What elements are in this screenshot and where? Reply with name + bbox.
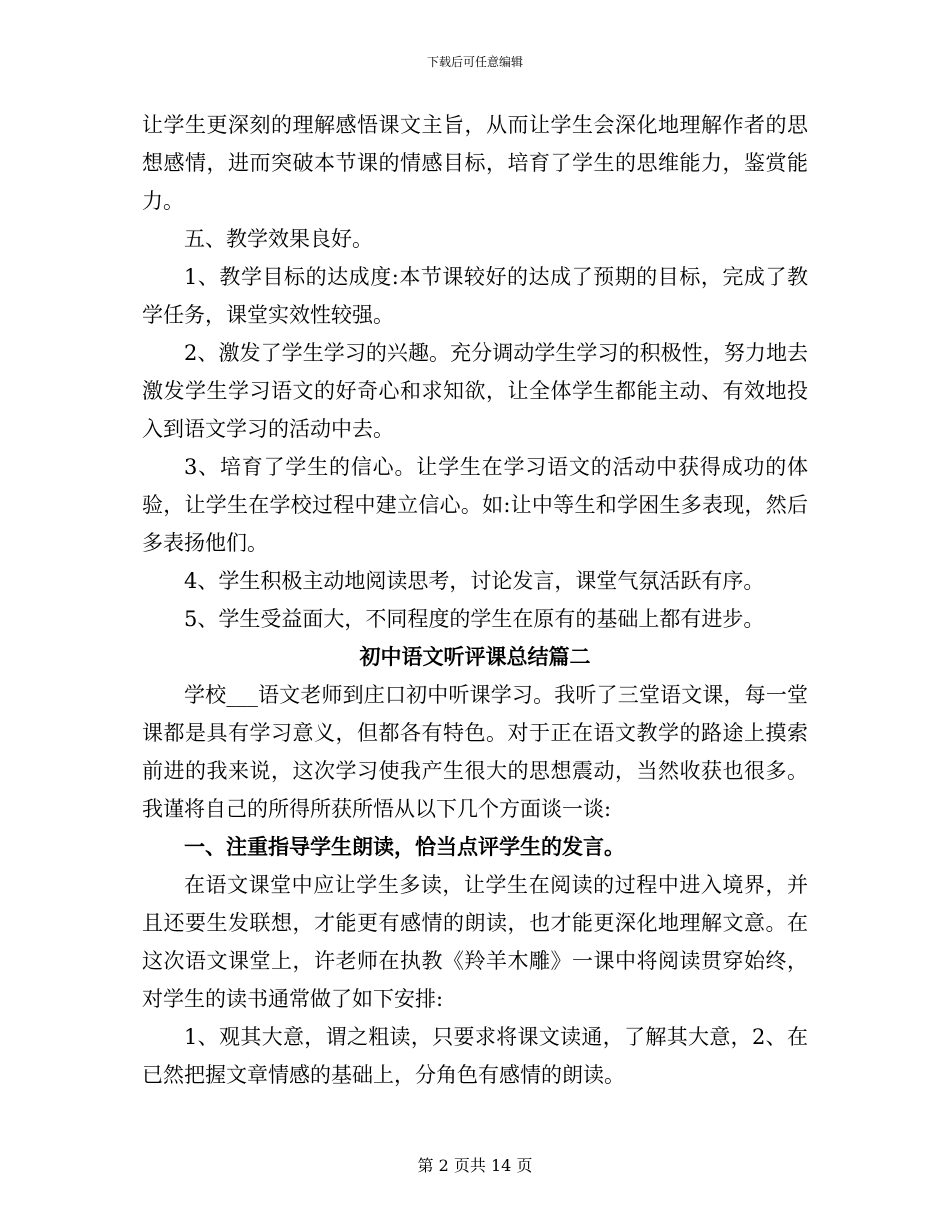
paragraph-section-five: 五、教学效果良好。 — [184, 227, 373, 251]
paragraph-item-4: 4、学生积极主动地阅读思考，讨论发言，课堂气氛活跃有序。 — [184, 569, 765, 593]
page-number: 第 2 页共 14 页 — [417, 1156, 533, 1175]
paragraph-continued: 让学生更深刻的理解感悟课文主旨，从而让学生会深化地理解作者的思想感情，进而突破本节课的情感目标，培育了学生的思维能力，鉴赏能力。 — [142, 113, 808, 213]
subheading-reading: 一、注重指导学生朗读，恰当点评学生的发言。 — [184, 834, 625, 859]
paragraph-item-5: 5、学生受益面大，不同程度的学生在原有的基础上都有进步。 — [184, 607, 765, 631]
paragraph-item-3: 3、培育了学生的信心。让学生在学习语文的活动中获得成功的体验，让学生在学校过程中建立信心。如:让中等生和学困生多表现，然后多表扬他们。 — [142, 455, 808, 555]
paragraph-item-2: 2、激发了学生学习的兴趣。充分调动学生学习的积极性，努力地去激发学生学习语文的好奇心和求知欲，让全体学生都能主动、有效地投入到语文学习的活动中去。 — [142, 341, 808, 441]
section-heading: 初中语文听评课总结篇二 — [359, 644, 591, 669]
document-body — [142, 106, 808, 1094]
paragraph-reading: 在语文课堂中应让学生多读，让学生在阅读的过程中进入境界，并且还要生发联想，才能更有感情的朗读，也才能更深化地理解文意。在这次语文课堂上，许老师在执教《羚羊木雕》一课中将阅读贯穿始终，对学生的读书通常做了如下安排: — [142, 873, 808, 1011]
paragraph-reading-steps: 1、观其大意，谓之粗读，只要求将课文读通，了解其大意，2、在已然把握文章情感的基础上，分角色有感情的朗读。 — [142, 1025, 808, 1087]
paragraph-intro: 学校___语文老师到庄口初中听课学习。我听了三堂语文课，每一堂课都是具有学习意义，但都各有特色。对于正在语文教学的路途上摸索前进的我来说，这次学习使我产生很大的思想震动，当然收获也很多。我谨将自己的所得所获所悟从以下几个方面谈一谈: — [142, 683, 808, 821]
page-header: 下载后可任意编辑 — [426, 55, 523, 69]
paragraph-item-1: 1、教学目标的达成度:本节课较好的达成了预期的目标，完成了教学任务，课堂实效性较强。 — [142, 265, 808, 327]
